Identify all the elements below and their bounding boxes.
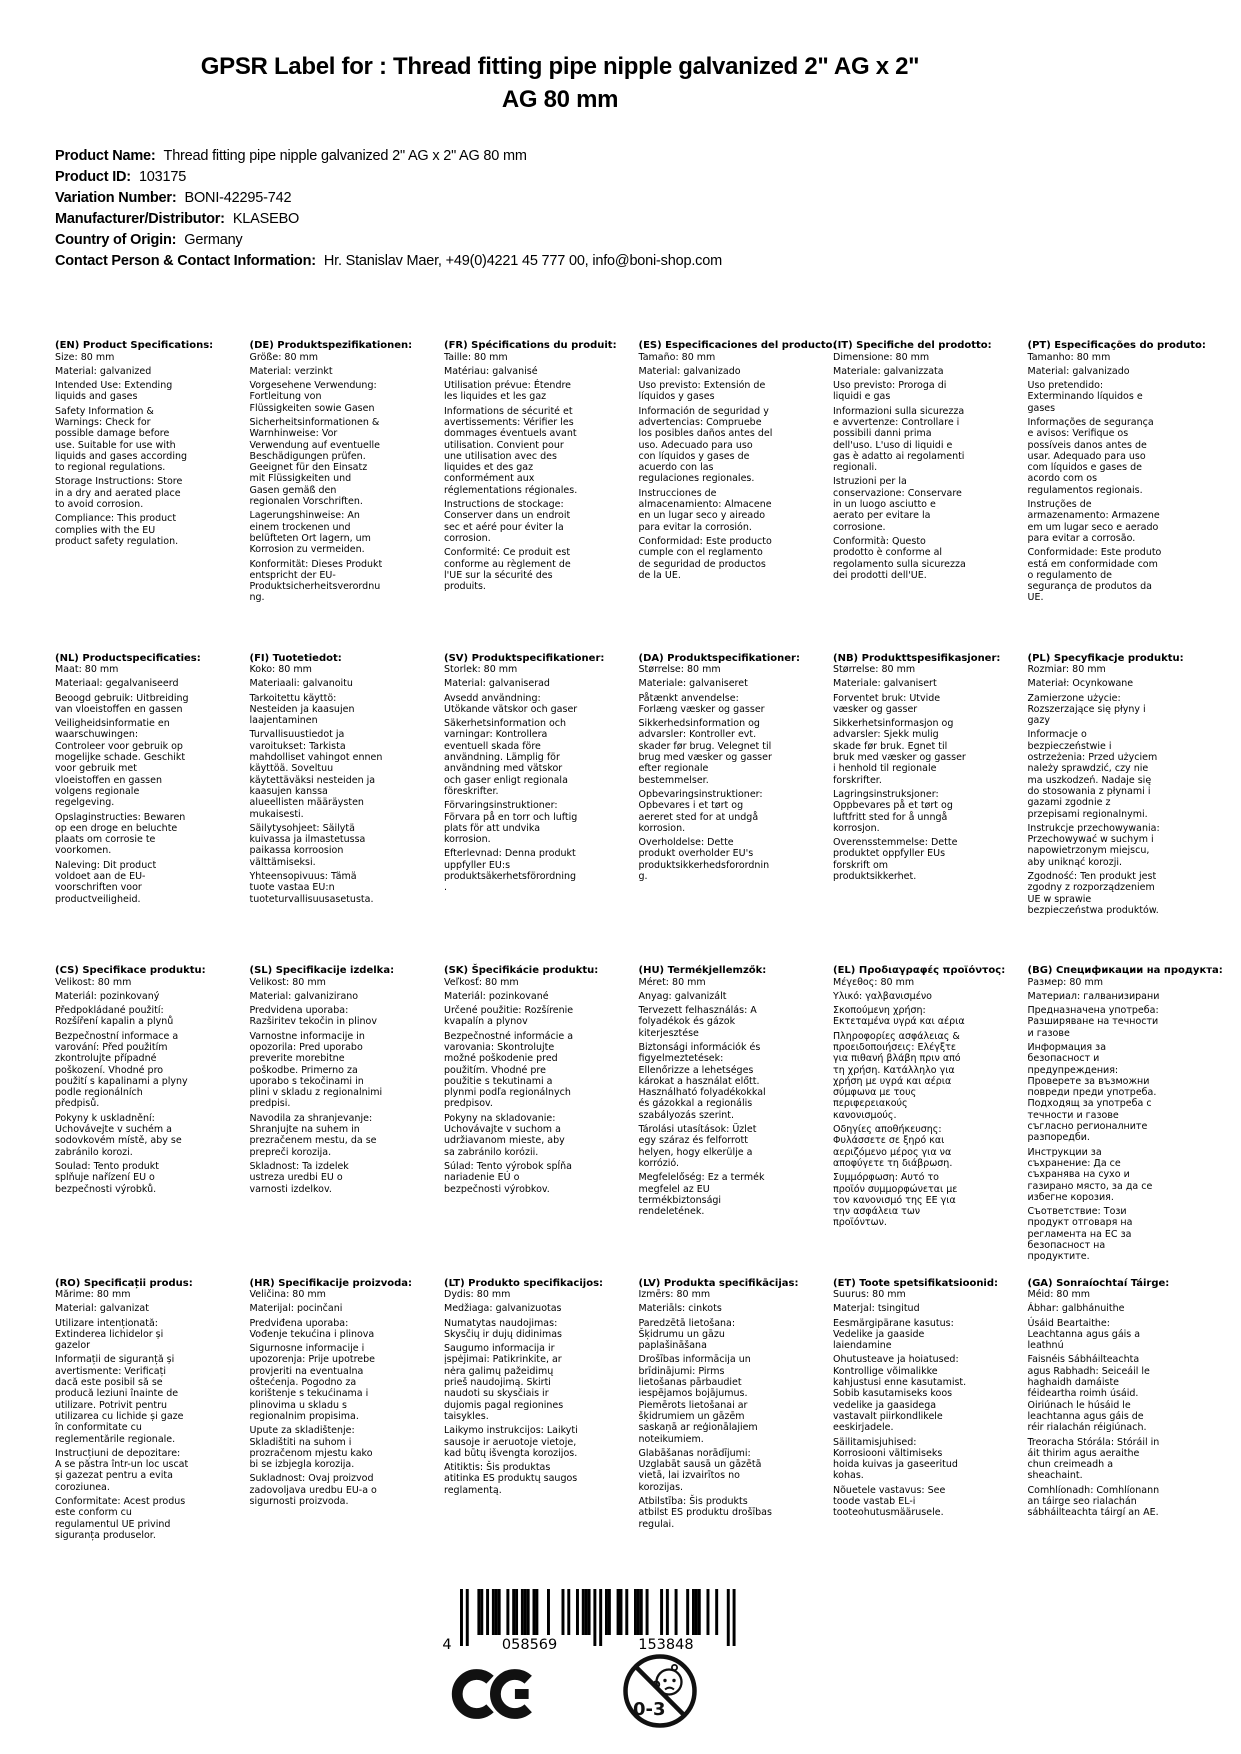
spec-paragraph: Informazioni sulla sicurezza e avvertenze: Controllare i possibili danni prima dell'uso. L'uso di liquidi e gas è adatto ai regolamenti regionali. <box>833 405 965 474</box>
svg-text:153848: 153848 <box>638 1637 694 1653</box>
spec-paragraph: Numatytas naudojimas: Skysčių ir dujų didinimas <box>444 1317 562 1340</box>
field-value: Hr. Stanislav Maer, +49(0)4221 45 777 00, info@boni-shop.com <box>323 253 722 269</box>
product-info-row <box>55 167 722 188</box>
spec-block-de <box>250 340 445 653</box>
spec-paragraph: Informations de sécurité et avertissements: Vérifier les dommages éventuels avant utilisation. Convient pour une utilisation avec des liquides et des gaz conformément aux réglementations régionales. <box>444 405 578 496</box>
spec-paragraph: Matériau: galvanisé <box>444 365 538 377</box>
field-label: Country of Origin: <box>55 232 177 248</box>
spec-heading: (ET) Toote spetsifikatsioonid: <box>833 1277 999 1289</box>
spec-paragraph: Dydis: 80 mm <box>444 1289 511 1300</box>
spec-paragraph: Úsáid Beartaithe: Leachtanna agus gáis a leathnú <box>1027 1317 1141 1352</box>
spec-block-ga <box>1028 1278 1223 1591</box>
spec-paragraph: Υλικό: γαλβανισμένο <box>833 990 932 1002</box>
spec-paragraph: Rozmiar: 80 mm <box>1027 664 1106 675</box>
spec-paragraph: Eesmärgipärane kasutus: Vedelike ja gaaside laiendamine <box>833 1317 954 1352</box>
spec-paragraph: Informações de segurança e avisos: Verifique os possíveis danos antes de usar. Adequado para uso com líquidos e gases de acordo com os regulamentos regionais. <box>1027 416 1154 496</box>
spec-paragraph: Tárolási utasítások: Üzlet egy száraz és felforrott helyen, hogy elkerülje a korrózió. <box>638 1124 757 1169</box>
spec-paragraph: Skladnost: Ta izdelek ustreza uredbi EU o varnosti izdelkov. <box>249 1160 349 1195</box>
spec-heading: (SV) Produktspecifikationer: <box>444 652 605 664</box>
spec-paragraph: Materiale: galvaniseret <box>638 678 748 690</box>
spec-heading: (GA) Sonraíochtaí Táirge: <box>1027 1277 1170 1289</box>
age-warning-0-3-icon <box>621 1652 699 1734</box>
spec-heading: (BG) Спецификации на продукта: <box>1027 965 1223 976</box>
spec-paragraph: Materiál: pozinkovaný <box>55 990 160 1002</box>
field-value: BONI-42295-742 <box>184 190 292 206</box>
spec-paragraph: Ábhar: galbhánuithe <box>1027 1303 1125 1315</box>
spec-block-hr <box>250 1278 445 1591</box>
spec-heading: (HR) Specifikacije proizvoda: <box>249 1277 413 1289</box>
spec-heading: (LT) Produkto specifikacijos: <box>444 1277 604 1289</box>
spec-paragraph: Materijal: pocinčani <box>249 1303 343 1315</box>
spec-paragraph: Μέγεθος: 80 mm <box>833 976 915 988</box>
spec-paragraph: Lagerungshinweise: An einem trockenen und belüfteten Ort lagern, um Korrosion zu vermeiden. <box>249 510 371 556</box>
spec-paragraph: Material: verzinkt <box>249 365 333 377</box>
spec-paragraph: Mărime: 80 mm <box>55 1289 131 1300</box>
spec-paragraph: Sigurnosne informacije i upozorenja: Prije upotrebe provjeriti na eventualna oštećenja. Pogodno za korištenje s tekućinama i plinovima u skladu s regionalnim propisima. <box>249 1343 376 1422</box>
spec-paragraph: Lagringsinstruksjoner: Oppbevares på et tørt og luftfritt sted for å unngå korrosjon. <box>833 788 953 834</box>
spec-paragraph: Méret: 80 mm <box>638 976 706 988</box>
spec-paragraph: Veľkosť: 80 mm <box>444 976 519 988</box>
spec-paragraph: Conformidade: Este produto está em conformidade com o regulamento de segurança de produtos da UE. <box>1027 547 1162 604</box>
spec-paragraph: Größe: 80 mm <box>249 351 319 363</box>
spec-paragraph: Material: galvanizado <box>638 365 741 377</box>
spec-paragraph: Súlad: Tento výrobok spĺňa nariadenie EÚ o bezpečnosti výrobkov. <box>444 1160 572 1195</box>
spec-paragraph: Informacje o bezpieczeństwie i ostrzeżenia: Przed użyciem należy sprawdzić, czy nie ma uszkodzeń. Nadaje się do stosowania z płynami i gazami zgodnie z przepisami regionalnymi. <box>1027 729 1158 820</box>
spec-heading: (LV) Produkta specifikācijas: <box>638 1277 799 1289</box>
spec-paragraph: Koko: 80 mm <box>249 664 312 675</box>
spec-paragraph: Sukladnost: Ovaj proizvod zadovoljava uredbu EU-a o sigurnosti proizvoda. <box>249 1473 377 1508</box>
spec-paragraph: Upute za skladištenje: Skladištiti na suhom i prozračenom mjestu kako bi se izbjegla korozija. <box>249 1425 373 1471</box>
spec-paragraph: Nõuetele vastavus: See toode vastab EL-i tooteohutusmäärusele. <box>833 1484 946 1519</box>
field-label: Manufacturer/Distributor: <box>55 211 225 227</box>
language-spec-grid <box>55 340 1225 1590</box>
spec-paragraph: Velikost: 80 mm <box>249 976 326 988</box>
spec-heading: (SK) Špecifikácie produktu: <box>444 965 599 976</box>
spec-paragraph: Συμμόρφωση: Αυτό το προϊόν συμμορφώνεται με τον κανονισμό της ΕΕ για την ασφάλεια των προϊόντων. <box>833 1172 958 1229</box>
spec-paragraph: Zamierzone użycie: Rozszerzające się płyny i gazy <box>1027 692 1146 727</box>
spec-paragraph: Atitiktis: Šis produktas atitinka ES produktų saugos reglamentą. <box>444 1462 578 1496</box>
spec-block-pt <box>1028 340 1223 653</box>
spec-block-es <box>638 340 837 653</box>
spec-paragraph: Saugumo informacija ir įspėjimai: Patikrinkite, ar nėra galimų pažeidimų prieš naudojimą. Skirti naudoti su skysčiais ir dujomis pagal regionines taisykles. <box>444 1343 564 1422</box>
spec-paragraph: Yhteensopivuus: Tämä tuote vastaa EU:n tuoteturvallisuusasetusta. <box>249 871 374 905</box>
spec-paragraph: Intended Use: Extending liquids and gases <box>55 380 173 403</box>
spec-paragraph: Sicherheitsinformationen & Warnhinweise: Vor Verwendung auf eventuelle Beschädigungen prüfen. Geeignet für den Einsatz mit Flüssigkeiten und Gasen gemäß den regionalen Vorschriften. <box>249 416 381 508</box>
spec-paragraph: Izmērs: 80 mm <box>638 1289 711 1300</box>
spec-paragraph: Veiligheidsinformatie en waarschuwingen: Controleer voor gebruik op mogelijke schade. Geschikt voor gebruik met vloeistoffen en gassen volgens regionale regelgeving. <box>55 718 186 809</box>
spec-paragraph: Turvallisuustiedot ja varoitukset: Tarkista mahdolliset vahingot ennen käyttöä. Soveltuu käytettäväksi nesteiden ja kaasujen kanssa alueellisten määräysten mukaisesti. <box>249 729 383 820</box>
spec-heading: (CS) Specifikace produktu: <box>55 965 206 976</box>
spec-block-pl <box>1028 653 1223 966</box>
spec-paragraph: Σκοπούμενη χρήση: Εκτεταμένα υγρά και αέρια <box>833 1005 965 1028</box>
field-label: Product Name: <box>55 148 156 164</box>
spec-paragraph: Comhlíonadh: Comhlíonann an táirge seo rialachán sábháilteachta táirgí an AE. <box>1027 1484 1160 1519</box>
spec-paragraph: Material: galvanized <box>55 365 152 377</box>
spec-heading: (HU) Termékjellemzők: <box>638 965 767 976</box>
spec-paragraph: Safety Information & Warnings: Check for possible damage before use. Suitable for use with liquids and gases according to regional regulations. <box>55 405 188 474</box>
spec-heading: (PT) Especificações do produto: <box>1027 340 1206 351</box>
spec-paragraph: Efterlevnad: Denna produkt uppfyller EU:s produktsäkerhetsförordning. <box>444 848 577 894</box>
spec-heading: (EN) Product Specifications: <box>55 340 214 351</box>
spec-paragraph: Materiale: galvanisert <box>833 678 937 690</box>
spec-paragraph: Velikost: 80 mm <box>55 976 132 988</box>
spec-paragraph: Materiaal: gegalvaniseerd <box>55 678 179 690</box>
spec-paragraph: Forventet bruk: Utvide væsker og gasser <box>833 692 941 715</box>
spec-paragraph: Opslaginstructies: Bewaren op een droge en beluchte plaats om corrosie te voorkomen. <box>55 811 186 857</box>
spec-paragraph: Размер: 80 mm <box>1027 976 1103 988</box>
spec-paragraph: Påtænkt anvendelse: Forlæng væsker og gasser <box>638 692 765 715</box>
spec-paragraph: Materiał: Ocynkowane <box>1027 678 1134 690</box>
spec-paragraph: Dimensione: 80 mm <box>833 351 930 363</box>
spec-paragraph: Zgodność: Ten produkt jest zgodny z rozporządzeniem UE w sprawie bezpieczeństwa produktów. <box>1027 871 1159 916</box>
spec-paragraph: Uso previsto: Extensión de líquidos y gases <box>638 380 766 403</box>
spec-heading: (FI) Tuotetiedot: <box>249 652 342 664</box>
spec-paragraph: Overensstemmelse: Dette produktet oppfyller EUs forskrift om produktsikkerhet. <box>833 837 958 883</box>
field-value: Thread fitting pipe nipple galvanized 2" AG x 2" AG 80 mm <box>163 148 527 164</box>
spec-paragraph: Съответствие: Този продукт отговаря на регламента на ЕС за безопасност на продуктите. <box>1027 1206 1133 1263</box>
spec-block-sl <box>250 965 445 1278</box>
spec-paragraph: Předpokládané použití: Rozšíření kapalin a plynů <box>55 1005 174 1028</box>
spec-paragraph: Tarkoitettu käyttö: Nesteiden ja kaasujen laajentaminen <box>249 692 355 727</box>
spec-block-bg <box>1028 965 1223 1278</box>
svg-text:0-3: 0-3 <box>633 1699 666 1720</box>
spec-paragraph: Atbilstība: Šis produkts atbilst ES produktu drošības regulai. <box>638 1496 772 1530</box>
product-info-row <box>55 188 722 209</box>
spec-paragraph: Materjal: tsingitud <box>833 1303 920 1315</box>
spec-paragraph: Instruções de armazenamento: Armazene em um lugar seco e aerado para evitar a corrosão. <box>1027 499 1160 544</box>
spec-heading: (IT) Specifiche del prodotto: <box>833 340 992 351</box>
spec-paragraph: Sikkerhedsinformation og advarsler: Kontroller evt. skader før brug. Velegnet til brug med væsker og gasser efter regionale bestemmelser. <box>638 718 772 786</box>
spec-paragraph: Maat: 80 mm <box>55 664 119 675</box>
spec-heading: (DE) Produktspezifikationen: <box>249 340 413 351</box>
spec-paragraph: Utilizare intenționată: Extinderea lichidelor și gazelor <box>55 1317 164 1352</box>
svg-text:4: 4 <box>442 1637 452 1653</box>
spec-paragraph: Instrukcje przechowywania: Przechowywać w suchym i napowietrzonym miejscu, aby uniknąć korozji. <box>1027 822 1160 868</box>
spec-paragraph: Paredzētā lietošana: Šķidrumu un gāzu paplašināšana <box>638 1317 736 1352</box>
spec-block-ro <box>55 1278 250 1591</box>
product-info-row <box>55 230 722 251</box>
spec-paragraph: Bezpečnostné informácie a varovania: Skontrolujte možné poškodenie pred použitím. Vhodné pre použitie s tekutinami a plynmi podľa regionálnych predpisov. <box>444 1030 574 1110</box>
spec-paragraph: Material: galvanizado <box>1027 365 1130 377</box>
page-title-line1: GPSR Label for : Thread fitting pipe nipple galvanized 2" AG x 2" <box>200 53 920 80</box>
spec-block-el <box>833 965 1028 1278</box>
spec-paragraph: Storlek: 80 mm <box>444 664 518 675</box>
spec-paragraph: Material: galvanizirano <box>249 990 359 1002</box>
field-value: Germany <box>184 232 243 248</box>
spec-paragraph: Предназначена употреба: Разширяване на течности и газове <box>1027 1005 1159 1039</box>
spec-paragraph: Materiale: galvanizzata <box>833 365 944 377</box>
spec-heading: (FR) Spécifications du produit: <box>444 340 617 351</box>
spec-paragraph: Säilytysohjeet: Säilytä kuivassa ja ilmastetussa paikassa korroosion välttämiseksi. <box>249 822 366 868</box>
spec-paragraph: Instrucciones de almacenamiento: Almacene en un lugar seco y aireado para evitar la corrosión. <box>638 487 772 533</box>
spec-paragraph: Πληροφορίες ασφάλειας & προειδοποιήσεις: Ελέγξτε για πιθανή βλάβη πριν από τη χρήση. Κατάλληλο για χρήση με υγρά και αέρια σύμφωνα με τους περιφερειακούς κανονισμούς. <box>833 1030 961 1121</box>
spec-paragraph: Taille: 80 mm <box>444 351 508 363</box>
ean13-barcode <box>438 1589 748 1657</box>
spec-paragraph: Storage Instructions: Store in a dry and aerated place to avoid corrosion. <box>55 476 183 511</box>
spec-paragraph: Материал: галванизирани <box>1027 990 1160 1002</box>
spec-paragraph: Drošības informācija un brīdinājumi: Pirms lietošanas pārbaudiet iespējamos bojājumus. Piemērots lietošanai ar šķidrumiem un gāzēm saskaņā ar reģionālajiem noteikumiem. <box>638 1354 758 1445</box>
spec-paragraph: Conformità: Questo prodotto è conforme al regolamento sulla sicurezza dei prodotti dell'UE. <box>833 535 966 581</box>
spec-paragraph: Ohutusteave ja hoiatused: Kontrollige võimalikke kahjustusi enne kasutamist. Sobib kasutamiseks koos vedelike ja gaasidega vastavalt piirkondlikele eeskirjadele. <box>833 1354 967 1434</box>
spec-block-lt <box>444 1278 639 1591</box>
spec-block-nb <box>833 653 1028 966</box>
spec-block-en <box>55 340 250 653</box>
spec-paragraph: Conformitate: Acest produs este conform cu regulamentul UE privind siguranța produselor. <box>55 1496 186 1541</box>
spec-paragraph: Overholdelse: Dette produkt overholder EU's produktsikkerhedsforordning. <box>638 837 770 883</box>
spec-paragraph: Méid: 80 mm <box>1027 1289 1091 1300</box>
spec-paragraph: Utilisation prévue: Étendre les liquides et les gaz <box>444 380 572 403</box>
spec-paragraph: Tervezett felhasználás: A folyadékok és gázok kiterjesztése <box>638 1005 757 1039</box>
product-info-block <box>55 146 722 272</box>
spec-heading: (RO) Specificații produs: <box>55 1277 193 1289</box>
product-info-row <box>55 146 722 167</box>
ce-mark-icon <box>451 1663 539 1729</box>
spec-paragraph: Size: 80 mm <box>55 351 115 363</box>
spec-paragraph: Navodila za shranjevanje: Shranjujte na suhem in prezračenem mestu, da se prepreči korozija. <box>249 1112 377 1158</box>
spec-paragraph: Konformität: Dieses Produkt entspricht der EU-Produktsicherheitsverordnung. <box>249 558 383 604</box>
spec-paragraph: Material: galvaniserad <box>444 678 550 690</box>
spec-paragraph: Laikymo instrukcijos: Laikyti sausoje ir aeruotoje vietoje, kad būtų išvengta korozijos. <box>444 1425 578 1459</box>
svg-text:058569: 058569 <box>501 1637 558 1653</box>
spec-paragraph: Predvidena uporaba: Razširitev tekočin in plinov <box>249 1005 377 1028</box>
spec-paragraph: Instrucțiuni de depozitare: A se păstra într-un loc uscat și gazezat pentru a evita coroziunea. <box>55 1447 189 1493</box>
page-title <box>0 50 1120 116</box>
spec-heading: (DA) Produktspecifikationer: <box>638 652 800 664</box>
spec-paragraph: Predviđena uporaba: Vođenje tekućina i plinova <box>249 1317 375 1340</box>
spec-paragraph: Treoracha Stórála: Stóráil in áit thirim agus aeraithe chun creimeadh a sheachaint. <box>1027 1436 1160 1482</box>
spec-heading: (NB) Produkttspesifikasjoner: <box>833 652 1001 664</box>
product-info-row <box>55 209 722 230</box>
spec-block-hu <box>639 965 834 1278</box>
spec-paragraph: Biztonsági információk és figyelmeztetések: Ellenőrizze a lehetséges károkat a használat előtt. Használható folyadékokkal és gázokkal a regionális szabályozás szerint. <box>638 1041 766 1121</box>
spec-paragraph: Säkerhetsinformation och varningar: Kontrollera eventuell skada före användning. Lämplig för användning med vätskor och gaser enligt regionala föreskrifter. <box>444 718 568 797</box>
spec-paragraph: Materiaali: galvanoitu <box>249 678 353 690</box>
field-label: Variation Number: <box>55 190 177 206</box>
spec-paragraph: Uso previsto: Proroga di liquidi e gas <box>833 380 947 403</box>
spec-paragraph: Compliance: This product complies with the EU product safety regulation. <box>55 513 179 547</box>
spec-paragraph: Uso pretendido: Exterminando líquidos e gases <box>1027 380 1143 414</box>
spec-paragraph: Størrelse: 80 mm <box>638 664 721 675</box>
spec-paragraph: Glabāšanas norādījumi: Uzglabāt sausā un gāzētā vietā, lai izvairītos no korozijas. <box>638 1447 762 1493</box>
spec-paragraph: Pokyny na skladovanie: Uchovávajte v suchom a udržiavanom mieste, aby sa zabránilo korózii. <box>444 1112 565 1158</box>
spec-paragraph: Naleving: Dit product voldoet aan de EU-voorschriften voor productveiligheid. <box>55 859 157 905</box>
spec-paragraph: Medžiaga: galvanizuotas <box>444 1303 562 1315</box>
spec-paragraph: Tamaño: 80 mm <box>638 351 716 363</box>
spec-paragraph: Materiál: pozinkované <box>444 990 549 1002</box>
spec-paragraph: Förvaringsinstruktioner: Förvara på en torr och luftig plats för att undvika korrosion. <box>444 800 578 846</box>
spec-paragraph: Suurus: 80 mm <box>833 1289 906 1300</box>
spec-paragraph: Veličina: 80 mm <box>249 1289 326 1300</box>
spec-block-it <box>833 340 1028 653</box>
spec-paragraph: Tamanho: 80 mm <box>1027 351 1111 363</box>
spec-paragraph: Información de seguridad y advertencias: Compruebe los posibles daños antes del uso. Adecuado para uso con líquidos y gases de acuerdo con las regulaciones regionales. <box>638 405 773 485</box>
field-value: KLASEBO <box>232 211 300 227</box>
spec-heading: (SL) Specifikacije izdelka: <box>249 965 395 976</box>
spec-paragraph: Megfelelőség: Ez a termék megfelel az EU termékbiztonsági rendeletének. <box>638 1172 765 1218</box>
field-value: 103175 <box>138 169 187 185</box>
spec-paragraph: Beoogd gebruik: Uitbreiding van vloeistoffen en gassen <box>55 692 189 715</box>
spec-paragraph: Οδηγίες αποθήκευσης: Φυλάσσετε σε ξηρό και αεριζόμενο μέρος για να αποφύγετε τη διάβρωση. <box>833 1124 953 1169</box>
spec-paragraph: Istruzioni per la conservazione: Conservare in un luogo asciutto e aerato per evitare la corrosione. <box>833 476 962 533</box>
spec-block-sv <box>444 653 639 966</box>
spec-block-et <box>833 1278 1028 1591</box>
spec-paragraph: Anyag: galvanizált <box>638 990 727 1002</box>
spec-paragraph: Informații de siguranță și avertismente: Verificați dacă este posibil să se producă leziuni înainte de utilizare. Potrivit pentru utilizarea cu lichide și gaze în conformitate cu reglementările regionale. <box>55 1354 184 1445</box>
spec-block-lv <box>639 1278 834 1591</box>
spec-paragraph: Инструкции за съхранение: Да се съхранява на сухо и газирано място, за да се избегне корозия. <box>1027 1146 1153 1203</box>
spec-block-sk <box>444 965 639 1278</box>
spec-paragraph: Faisnéis Sábháilteachta agus Rabhadh: Seiceáil le haghaidh damáiste féideartha roimh úsáid. Oiriúnach le húsáid le leachtanna agus gáis de réir rialachán réigiúnach. <box>1027 1354 1150 1434</box>
field-label: Product ID: <box>55 169 131 185</box>
spec-paragraph: Opbevaringsinstruktioner: Opbevares i et tørt og aereret sted for at undgå korrosion. <box>638 788 763 834</box>
spec-paragraph: Avsedd användning: Utökande vätskor och gaser <box>444 692 578 715</box>
spec-paragraph: Sikkerhetsinformasjon og advarsler: Sjekk mulig skade før bruk. Egnet til bruk med væsker og gasser i henhold til regionale forskrifter. <box>833 718 966 786</box>
spec-paragraph: Информация за безопасност и предупреждения: Проверете за възможни повреди преди употреба. Подходящ за употреба с течности и газове съгласно регионалните разпоредби. <box>1027 1041 1157 1144</box>
spec-paragraph: Conformité: Ce produit est conforme au règlement de l'UE sur la sécurité des produits. <box>444 547 571 593</box>
spec-paragraph: Størrelse: 80 mm <box>833 664 916 675</box>
spec-paragraph: Varnostne informacije in opozorila: Pred uporabo preverite morebitne poškodbe. Primerno za uporabo s tekočinami in plini v skladu z regionalnimi predpisi. <box>249 1030 383 1110</box>
spec-paragraph: Material: galvanizat <box>55 1303 149 1315</box>
spec-paragraph: Conformidad: Este producto cumple con el reglamento de seguridad de productos de la UE. <box>638 535 772 581</box>
spec-paragraph: Instructions de stockage: Conserver dans un endroit sec et aéré pour éviter la corrosion. <box>444 499 571 544</box>
spec-paragraph: Säilitamisjuhised: Korrosiooni vältimiseks hoida kuivas ja gaseeritud kohas. <box>833 1436 958 1482</box>
product-info-row <box>55 251 722 272</box>
spec-block-fr <box>444 340 639 653</box>
spec-block-fi <box>250 653 445 966</box>
spec-heading: (EL) Προδιαγραφές προϊόντος: <box>833 965 1006 976</box>
spec-heading: (PL) Specyfikacje produktu: <box>1027 652 1184 664</box>
spec-paragraph: Určené použitie: Rozšírenie kvapalín a plynov <box>444 1005 574 1028</box>
spec-paragraph: Materiāls: cinkots <box>638 1303 722 1315</box>
spec-paragraph: Bezpečnostní informace a varování: Před použitím zkontrolujte případné poškození. Vhodné pro použití s kapalinami a plyny podle regionálních předpisů. <box>55 1030 188 1110</box>
spec-heading: (ES) Especificaciones del producto: <box>638 340 837 351</box>
spec-paragraph: Soulad: Tento produkt splňuje nařízení EU o bezpečnosti výrobků. <box>55 1160 160 1195</box>
page-title-line2: AG 80 mm <box>501 86 619 113</box>
spec-paragraph: Vorgesehene Verwendung: Fortleitung von Flüssigkeiten sowie Gasen <box>249 380 377 414</box>
spec-block-cs <box>55 965 250 1278</box>
spec-block-da <box>639 653 834 966</box>
field-label: Contact Person & Contact Information: <box>55 253 316 269</box>
spec-block-nl <box>55 653 250 966</box>
spec-heading: (NL) Productspecificaties: <box>55 652 201 664</box>
spec-paragraph: Pokyny k uskladnění: Uchovávejte v suchém a sodovkovém místě, aby se zabránilo korozi. <box>55 1112 182 1158</box>
